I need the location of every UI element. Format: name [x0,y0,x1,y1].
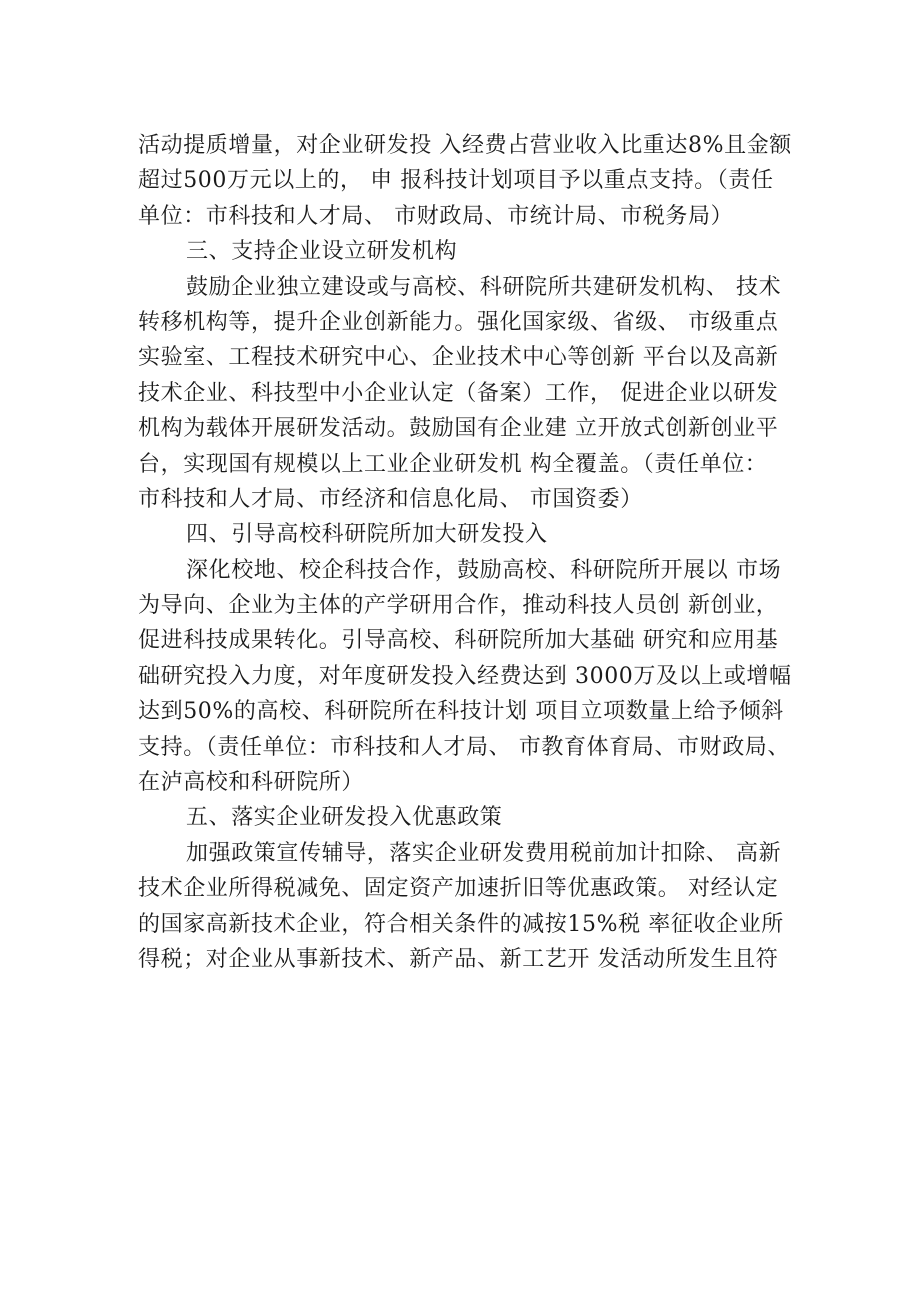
body-line: 鼓励企业独立建设或与高校、科研院所共建研发机构、 技术 [186,274,782,300]
section-heading: 三、支持企业设立研发机构 [186,239,458,265]
document-body [138,128,792,977]
body-line: 加强政策宣传辅导，落实企业研发费用税前加计扣除、 高新 [186,840,782,866]
body-line: 础研究投入力度，对年度研发投入经费达到 3000万及以上或增幅 [138,663,792,689]
body-line: 为导向、企业为主体的产学研用合作，推动科技人员创 新创业， [138,593,779,619]
body-line: 活动提质增量，对企业研发投 入经费占营业收入比重达8%且金额 [138,133,792,158]
body-line: 达到50%的高校、科研院所在科技计划 项目立项数量上给予倾斜 [138,699,784,725]
body-line: 超过500万元以上的， 申 报科技计划项目予以重点支持。（责任 [138,168,774,194]
body-line: 市科技和人才局、市经济和信息化局、 市国资委） [138,486,643,512]
body-line: 的国家高新技术企业，符合相关条件的减按15%税 率征收企业所 [138,911,784,937]
section-heading: 五、落实企业研发投入优惠政策 [186,805,503,831]
body-line: 促进科技成果转化。引导高校、科研院所加大基础 研究和应用基 [138,628,779,654]
body-line: 实验室、工程技术研究中心、企业技术中心等创新 平台以及高新 [138,345,779,371]
body-line: 在泸高校和科研院所） [138,770,365,796]
body-line: 机构为载体开展研发活动。鼓励国有企业建 立开放式创新创业平 [138,416,779,442]
body-line: 深化校地、校企科技合作，鼓励高校、科研院所开展以 市场 [186,557,782,583]
body-line: 得税；对企业从事新技术、新产品、新工艺开 发活动所发生且符 [138,946,779,972]
body-line: 技术企业、科技型中小企业认定（备案）工作， 促进企业以研发 [138,380,779,406]
body-line: 单位：市科技和人才局、 市财政局、市统计局、市税务局） [138,203,734,229]
body-line: 支持。（责任单位：市科技和人才局、 市教育体育局、市财政局、 [138,734,790,760]
body-line: 转移机构等，提升企业创新能力。强化国家级、省级、 市级重点 [138,309,779,335]
body-line: 台，实现国有规模以上工业企业研发机 构全覆盖。（责任单位： [138,451,768,477]
body-line: 技术企业所得税减免、固定资产加速折旧等优惠政策。 对经认定 [138,876,779,902]
section-heading: 四、引导高校科研院所加大研发投入 [186,522,548,548]
